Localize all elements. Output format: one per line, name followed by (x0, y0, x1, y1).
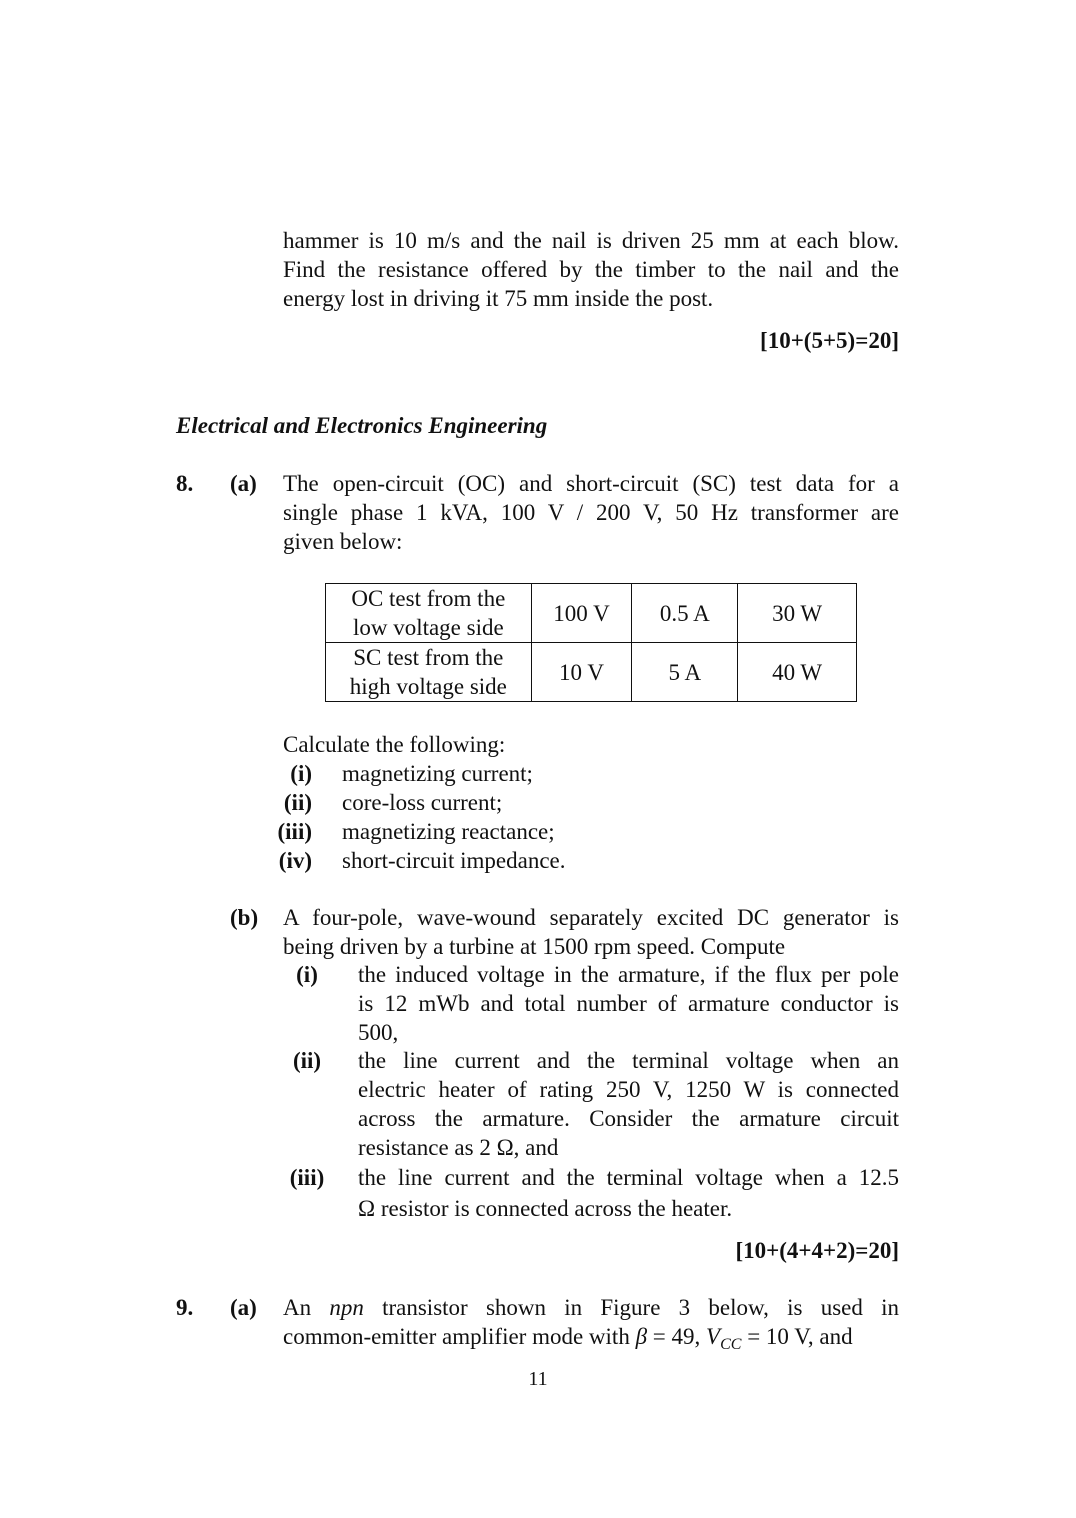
table-cell-current: 0.5 A (632, 584, 738, 643)
list-item (250, 846, 566, 875)
beta-symbol: β (635, 1324, 648, 1349)
cell-line: SC test from the (353, 645, 504, 670)
q9a-text (283, 1293, 899, 1359)
cell-line: high voltage side (349, 674, 507, 699)
cell-line: OC test from the (351, 586, 506, 611)
text-line: A four-pole, wave-wound separately excited DC generator is (283, 905, 899, 930)
text-line: 500, (358, 1020, 399, 1045)
table-row (326, 584, 857, 643)
calc-list (250, 759, 566, 875)
list-item (250, 817, 566, 846)
marks-q8: [10+(4+4+2)=20] (735, 1238, 899, 1263)
text-line: electric heater of rating 250 V, 1250 W is connected (358, 1077, 899, 1102)
text-line: single phase 1 kVA, 100 V / 200 V, 50 Hz transformer are (283, 500, 899, 525)
table-cell-current: 5 A (632, 643, 738, 702)
calc-intro: Calculate the following: (283, 732, 506, 757)
vcc-subscript: CC (720, 1336, 742, 1353)
item-number: (iii) (277, 819, 312, 844)
b-item-text (358, 960, 899, 1047)
text-line: the line current and the terminal voltage when an (358, 1048, 899, 1073)
table-cell-power: 30 W (738, 584, 857, 643)
item-text: short-circuit impedance. (342, 848, 566, 873)
b-item-number (262, 1163, 352, 1192)
npn-term: npn (329, 1295, 364, 1320)
table-cell-voltage: 100 V (531, 584, 632, 643)
table-cell-test (326, 584, 532, 643)
text-line: An npn transistor shown in Figure 3 below, is used in (283, 1295, 899, 1320)
cell-line: low voltage side (352, 615, 504, 640)
item-number: (i) (296, 962, 318, 987)
b-item-number (262, 1046, 352, 1075)
marks-q7: [10+(5+5)=20] (760, 328, 899, 353)
item-number: (i) (290, 761, 312, 786)
table-row (326, 643, 857, 702)
text-line: The open-circuit (OC) and short-circuit (SC) test data for a (283, 471, 899, 496)
text-line: Find the resistance offered by the timber to the nail and the (283, 257, 899, 282)
item-text: core-loss current; (342, 790, 503, 815)
text-line (283, 1322, 899, 1359)
continuation-paragraph (283, 226, 899, 313)
question-number-9: 9. (176, 1295, 194, 1320)
part-b-label: (b) (230, 905, 259, 930)
b-item-number (262, 960, 352, 989)
text-line: across the armature. Consider the armature circuit (358, 1106, 899, 1131)
test-data-table (325, 583, 857, 702)
text-segment: common-emitter amplifier mode with (283, 1324, 636, 1349)
text-line: being driven by a turbine at 1500 rpm speed. Compute (283, 934, 786, 959)
text-line: resistance as 2 Ω, and (358, 1135, 559, 1160)
text-line: given below: (283, 529, 403, 554)
text-line: is 12 mWb and total number of armature conductor is (358, 991, 899, 1016)
item-number: (ii) (283, 790, 312, 815)
table-cell-power: 40 W (738, 643, 857, 702)
text-line: energy lost in driving it 75 mm inside the post. (283, 286, 714, 311)
part-a-label: (a) (230, 1295, 257, 1320)
list-item (250, 788, 566, 817)
vcc-symbol: V (706, 1324, 721, 1349)
question-number-8: 8. (176, 471, 194, 496)
q8b-text (283, 903, 899, 961)
section-title: Electrical and Electronics Engineering (176, 413, 548, 438)
text-line: the line current and the terminal voltage when a 12.5 (358, 1165, 899, 1190)
table-cell-voltage: 10 V (531, 643, 632, 702)
item-text: magnetizing current; (342, 761, 533, 786)
text-line: Ω resistor is connected across the heater. (358, 1196, 733, 1221)
part-a-label: (a) (230, 471, 257, 496)
list-item (250, 759, 566, 788)
item-number: (ii) (292, 1048, 322, 1073)
text-line: the induced voltage in the armature, if the flux per pole (358, 962, 899, 987)
text-segment: = 49, (647, 1324, 707, 1349)
table-cell-test (326, 643, 532, 702)
item-number: (iv) (278, 848, 312, 873)
b-item-text (358, 1163, 899, 1223)
text-line: hammer is 10 m/s and the nail is driven 25 mm at each blow. (283, 228, 899, 253)
q8a-text (283, 469, 899, 556)
text-segment: = 10 V, and (741, 1324, 853, 1349)
page-number: 11 (528, 1368, 548, 1390)
item-text: magnetizing reactance; (342, 819, 555, 844)
item-number: (iii) (289, 1165, 325, 1190)
b-item-text (358, 1046, 899, 1162)
